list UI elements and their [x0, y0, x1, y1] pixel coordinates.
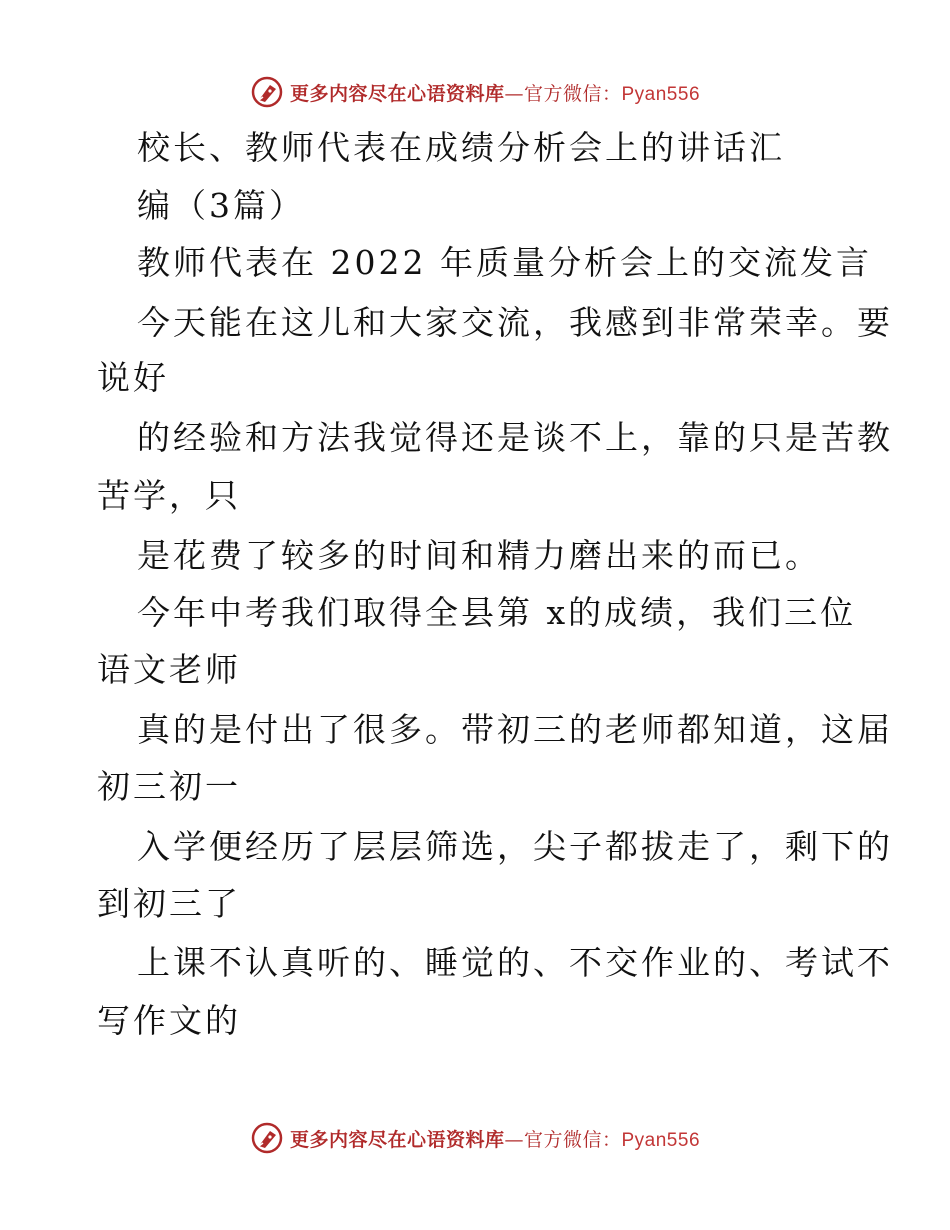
paragraph-line: 今天能在这儿和大家交流，我感到非常荣幸。要	[137, 303, 893, 342]
watermark-library-text: 更多内容尽在心语资料库	[289, 82, 505, 105]
paragraph-line: 的经验和方法我觉得还是谈不上，靠的只是苦教	[137, 418, 893, 457]
paragraph-line: 语文老师	[97, 650, 241, 689]
document-title-line-1: 校长、教师代表在成绩分析会上的讲话汇	[137, 128, 785, 167]
watermark-wechat-id: Pyan556	[621, 83, 701, 105]
watermark-wechat-label: 官方微信：	[523, 1128, 622, 1151]
pen-nib-logo-icon	[250, 1121, 284, 1155]
document-subtitle: 教师代表在 2022 年质量分析会上的交流发言	[137, 243, 872, 282]
paragraph-line: 真的是付出了很多。带初三的老师都知道，这届	[137, 710, 893, 749]
paragraph-line: 入学便经历了层层筛选，尖子都拔走了，剩下的	[137, 827, 893, 866]
watermark-dash: —	[504, 1128, 524, 1151]
document-title-line-2: 编（3篇）	[137, 186, 305, 225]
paragraph-line: 上课不认真听的、睡觉的、不交作业的、考试不	[137, 943, 893, 982]
paragraph-line: 写作文的	[97, 1001, 241, 1040]
watermark-text	[290, 79, 700, 106]
paragraph-line: 是花费了较多的时间和精力磨出来的而已。	[137, 536, 821, 575]
watermark-wechat-id: Pyan556	[621, 1129, 701, 1151]
watermark-library-text: 更多内容尽在心语资料库	[289, 1128, 505, 1151]
paragraph-line: 苦学，只	[97, 476, 241, 515]
paragraph-line: 到初三了	[97, 884, 241, 923]
watermark-wechat-label: 官方微信：	[523, 82, 622, 105]
paragraph-line: 初三初一	[97, 767, 241, 806]
watermark-dash: —	[504, 82, 524, 105]
pen-nib-logo-icon	[250, 75, 284, 109]
footer-watermark	[0, 1118, 950, 1158]
paragraph-line: 说好	[97, 358, 169, 397]
watermark-text	[290, 1125, 700, 1152]
paragraph-line: 今年中考我们取得全县第 x的成绩，我们三位	[137, 593, 857, 632]
header-watermark	[0, 72, 950, 112]
